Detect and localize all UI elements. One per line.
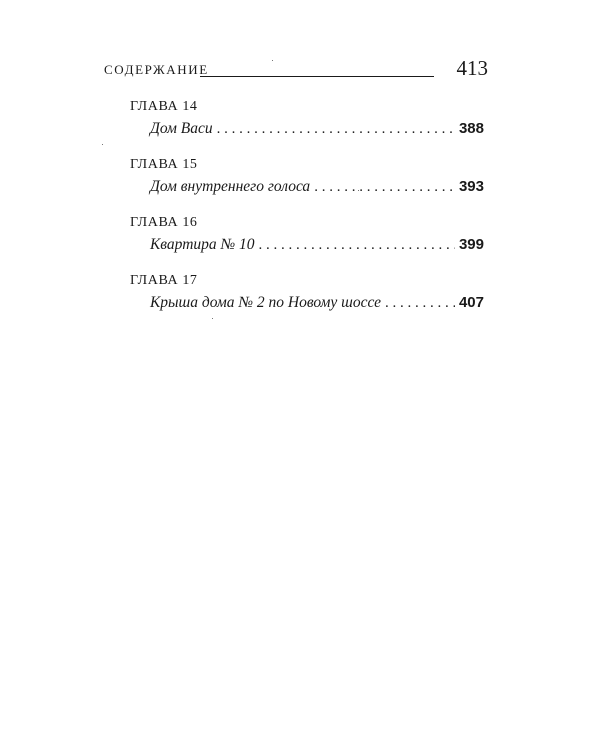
chapter-title: Дом внутреннего голоса: [150, 178, 311, 195]
chapter-row: [130, 232, 484, 258]
toc-entry-chapter-14: [130, 98, 484, 142]
page-number: 413: [456, 56, 488, 80]
running-head: [104, 58, 488, 84]
chapter-title: Квартира № 10: [150, 236, 255, 253]
chapter-title: Крыша дома № 2 по Новому шоссе: [150, 294, 382, 311]
chapter-row: [130, 290, 484, 316]
toc-entry-chapter-16: [130, 214, 484, 258]
header-rule: [200, 76, 434, 77]
chapter-title: Дом Васи: [150, 120, 213, 137]
scan-speck: [102, 144, 103, 145]
chapter-page-number: 388: [458, 120, 484, 137]
chapter-label: ГЛАВА 16: [130, 215, 198, 230]
dot-leader: [314, 174, 455, 200]
chapter-page-number: 399: [458, 236, 484, 253]
chapter-label: ГЛАВА 15: [130, 157, 198, 172]
scan-speck: [212, 318, 213, 319]
chapter-page-number: 407: [458, 294, 484, 311]
toc-entry-chapter-15: [130, 156, 484, 200]
chapter-row: [130, 174, 484, 200]
scan-speck: [358, 190, 359, 191]
chapter-page-number: 393: [458, 178, 484, 195]
toc-entry-chapter-17: [130, 272, 484, 316]
dot-leader: [217, 116, 455, 142]
chapter-label: ГЛАВА 14: [130, 99, 198, 114]
chapter-label: ГЛАВА 17: [130, 273, 198, 288]
chapter-row: [130, 116, 484, 142]
running-title: СОДЕРЖАНИЕ: [104, 62, 209, 77]
scan-speck: [272, 60, 273, 61]
dot-leader: [385, 290, 455, 316]
table-of-contents: [130, 98, 484, 330]
dot-leader: [259, 232, 455, 258]
